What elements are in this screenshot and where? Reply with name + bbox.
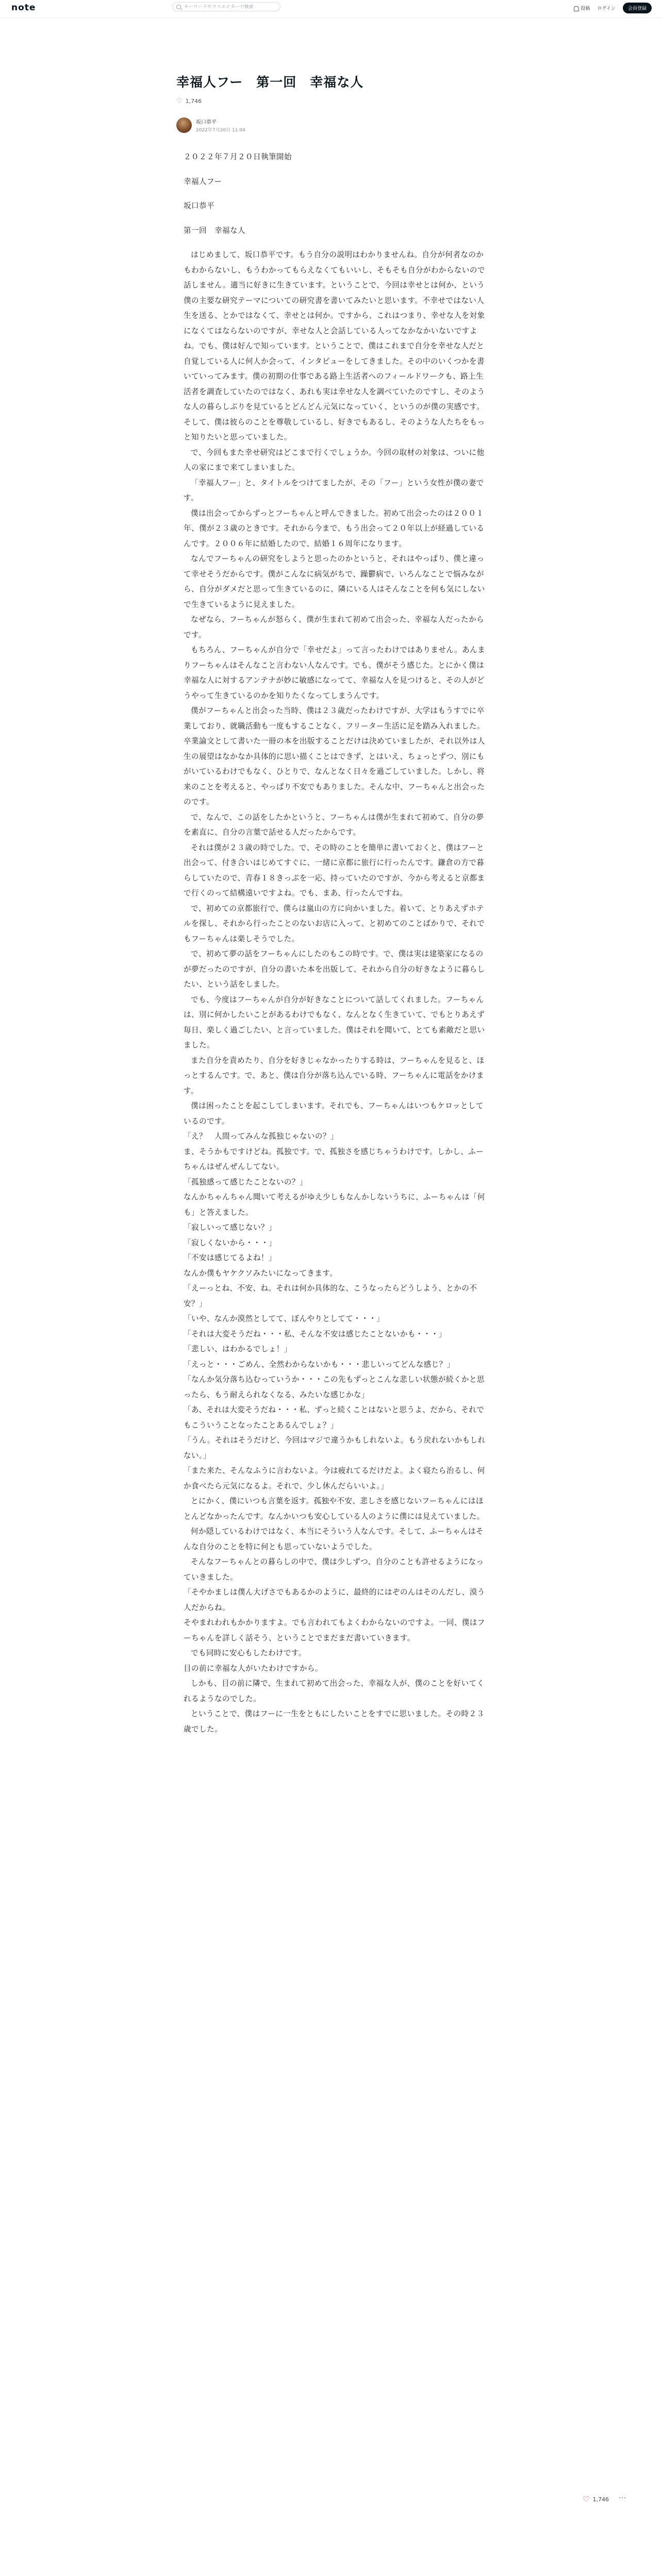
dialog-line: 「えーっとね、不安、ね。それは何か具体的な、こうなったらどうしよう、とかの不安？」 [184,1284,477,1308]
dialog-line: とにかく、僕にいつも言葉を返す。孤独や不安、悲しさを感じないフーちゃんにはほとんどなかったんです。なんかいつも安心している人のように僕には見えていました。 [184,1497,485,1521]
paragraph: で、初めての京都旅行で、僕らは嵐山の方に向かいました。着いて、とりあえずホテルを探し、それから行ったことのないお店に入って、と初めてのことばかりで、それでもフーちゃんは楽しそうでした。 [184,904,485,943]
heart-icon: ♡ [176,97,183,105]
like-count-value: 1,746 [185,98,202,105]
post-icon [574,6,579,11]
article-body [176,149,486,1737]
article-title: 幸福人フー 第一回 幸福な人 [176,75,364,90]
closing-line: 目の前に幸福な人がいたわけですから。 [184,1664,323,1673]
floating-like-count: 1,746 [592,2496,609,2503]
paragraph: 僕がフーちゃんと出会った当時、僕は２３歳だったわけですが、大学はもうすでに卒業しており、就職活動も一度もすることなく、フリーター生活に足を踏み入れました。卒業論文として書いた一冊の本を出版することだけは決めていましたが、それ以外は人生の展望はなかなか具体的に思い描くことはできず、とはいえ、ちょっとずつ、別にもがいているわけでもなく、ひとりで、なんとなく日々を過ごしていました。しかし、将来のことを考えると、やっぱり不安でもありました。そんな中、フーちゃんと出会ったのです。 [184,706,485,806]
intro-line: ２０２２年７月２０日執筆開始 [184,152,292,161]
header-actions [574,3,652,13]
heart-icon: ♡ [583,2495,590,2504]
post-label: 投稿 [581,6,590,11]
login-link[interactable]: ログイン [597,6,616,11]
site-header [0,0,662,18]
intro-line: 幸福人フー [184,177,222,186]
dialog-line: 「それは大変そうだね・・・私、そんな不安は感じたことないかも・・・」 [184,1329,446,1338]
note-logo[interactable]: note [11,3,36,13]
register-button[interactable]: 会員登録 [623,3,652,13]
paragraph: で、初めて夢の話をフーちゃんにしたのもこの時です。で、僕は実は建築家になるのが夢だったのですが、自分の書いた本を出版して、それから自分の好きなように暮らしたい、という話をしました。 [184,950,485,989]
dialog-line: なんかちゃんちゃん聞いて考えるがゆえ少しもなんかしないうちに、ふーちゃんは「何も」と答えました。 [184,1193,485,1217]
paragraph: なんでフーちゃんの研究をしようと思ったのかというと、それはやっぱり、僕と違って幸せそうだからです。僕がこんなに病気がちで、躁鬱病で、いろんなことで悩みながら、自分がダメだと思って生きているのに、隣にいる人はそんなことを何も気にしないで生きているように見えました。 [184,554,485,609]
paragraph: また自分を責めたり、自分を好きじゃなかったりする時は、フーちゃんを見ると、ほっとするんです。で、あと、僕は自分が落ち込んでいる時、フーちゃんに電話をかけます。 [184,1056,485,1095]
dialog-line: 「孤独感って感じたことないの？」 [184,1177,307,1187]
search-input[interactable] [172,2,280,11]
dialog-line: 「寂しくないから・・・」 [184,1238,276,1247]
paragraph: で、今回もまた幸せ研究はどこまで行くでしょうか。今回の取材の対象は、ついに他人の家にまで来てしまいました。 [184,448,485,472]
dialog-line: 「不安は感じてるよね！」 [184,1253,276,1262]
paragraph: もちろん、フーちゃんが自分で「幸せだよ」って言ったわけではありません。あんまりフーちゃんはそんなこと言わない人なんです。でも、僕がそう感じた。とにかく僕は幸福な人に対するアンテナが妙に敏感になってて、幸福な人を見つけると、その人がどうやって生きているのかを知りたくなってしまうんです。 [184,646,486,700]
dialog-line: 「寂しいって感じない？」 [184,1223,276,1232]
paragraph: なぜなら、フーちゃんが怒らく、僕が生まれて初めて出会った、幸福な人だったからです。 [184,615,485,639]
floating-like-button[interactable] [583,2495,609,2504]
dialog-line: 「あ、それは大変そうだね・・・私、ずっと続くことはないと思うよ、だから、それでもこういうことなったことあるんでしょ？」 [184,1405,485,1430]
paragraph: はじめまして、坂口恭平です。もう自分の説明はわかりませんね。自分が何者なのかもわからないし、もうわかってもらえなくてもいいし、そもそも自分がわからないので話しません。適当に好きに生きています。ということで、今回は幸せとは何か、という僕の主要な研究テーマについての研究書を書いてみたいと思います。不幸せではない人生を送る、とかではなくて、幸せとは何か。ですから、これはつまり、幸せな人を対象になくてはならないのですが、幸せな人と会話している人ってなかなかいないですよね。でも、僕は好んで知っています。ということで、僕はこれまで自分を幸せな人だと自覚している人に何人か会って、インタビューをしてきました。その中のいくつかを書いていってみます。僕の初期の仕事である路上生活者へのフィールドワークも、路上生活者を調査していたのではなく、あれも実は幸せな人を調べていたのですし、そのような人の暮らしぶりを見ているとどんどん元気になっていく、というのが僕の実感です。そして、僕は彼らのことを尊敬しているし、好きでもあるし、そのような人たちをもっと知りたいと思っていました。 [184,250,485,442]
paragraph: 僕は出会ってからずっとフーちゃんと呼んできました。初めて出会ったのは２００１年、僕が２３歳のときです。それから今まで、もう出会って２０年以上が経過しているんです。２００６年に結婚したので、結婚１６周年になります。 [184,509,485,548]
intro-line: 坂口恭平 [184,201,214,210]
search-icon [176,5,181,9]
closing-line: ということで、僕はフーに一生をともにしたいことをすでに思いました。その時２３歳でした。 [184,1709,485,1734]
closing-line: でも同時に安心もしたわけです。 [191,1649,306,1657]
search-placeholder: キーワードやクリエイターで検索 [184,5,254,10]
publish-date: 2022年7月20日 11:04 [196,128,245,133]
author-name[interactable]: 坂口恭平 [196,120,217,125]
closing-line: そんなフーちゃんとの暮らしの中で、僕は少しずつ、自分のことも許せるようになっていきました。 [184,1557,484,1582]
paragraph: でも、今度はフーちゃんが自分が好きなことについて話してくれました。フーちゃんは、別に何かしたいことがあるわけでもなく、なんとなく生きていて、でもとりあえず毎日、楽しく過ごしたい、と言っていました。僕はそれを聞いて、とても素敵だと思いました。 [184,995,485,1049]
paragraph: で、なんで、この話をしたかというと、フーちゃんは僕が生まれて初めて、自分の夢を素直に、自分の言葉で話せる人だったからです。 [184,812,484,837]
paragraph: それは僕が２３歳の時でした。で、その時のことを簡単に書いておくと、僕はフーと出会って、付き合いはじめてすぐに、一緒に京都に旅行に行ったんです。鎌倉の方で暮らしていたので、青春１８きっぷを一応、持っていたのですが、今から考えると京都まで行くのって結構遠いですよね。でも、まあ、行ったんですね。 [184,843,485,897]
post-link[interactable] [574,5,590,11]
closing-line: 何か隠しているわけではなく、本当にそういう人なんです。そして、ふーちゃんはそんな自分のことを特に何とも思っていないようでした。 [184,1527,484,1551]
dialog-line: 「えっと・・・ごめん、全然わからないかも・・・悲しいってどんな感じ？」 [184,1360,455,1369]
like-count-top[interactable] [176,98,202,105]
dialog-line: 「なんか気分落ち込むっていうか・・・この先もずっとこんな悲しい状態が続くかと思ったら、もう耐えられなくなる、みたいな感じかな」 [184,1375,485,1399]
more-options-button[interactable]: ··· [619,2495,627,2502]
dialog-line: ま、そうかもですけどね。孤独です。で、孤独さを感じちゃうわけです。しかし、ふーちゃんはぜんぜんしてない。 [184,1147,484,1171]
closing-line: しかも、目の前に隣で、生まれて初めて出会った、幸福な人が、僕のことを好いてくれるようなのでした。 [184,1679,485,1703]
paragraph: 僕は困ったことを起こしてしまいます。それでも、フーちゃんはいつもケロッとしているのです。 [184,1101,484,1126]
paragraph: 「幸福人フー」と、タイトルをつけてましたが、その「フー」という女性が僕の妻です。 [184,478,484,502]
closing-line: 「そやかましは僕ん大げさでもあるかのように、最終的にはぞのんはそのんだし、漠う人だからね。 [184,1588,485,1612]
dialog-line: なんか僕もヤケクソみたいになってきます。 [184,1268,338,1278]
closing-line: そやまれわれもかかりますよ。でも言われてもよくわからないのですよ。一同、僕はフーちゃんを詳しく話そう、ということでまだまだ書いていきます。 [184,1618,485,1642]
dialog-line: 「悲しい、はわかるでしょ！」 [184,1345,292,1353]
dialog-line: 「え？ 人間ってみんな孤独じゃないの？」 [184,1132,338,1141]
avatar[interactable] [176,117,192,133]
intro-line: 第一回 幸福な人 [184,226,245,235]
dialog-line: 「また来た、そんなふうに言わないよ。今は疲れてるだけだよ。よく寝たら治るし、何か食べたら元気になるよ。それで、少し休んだらいいよ。」 [184,1466,485,1490]
dialog-line: 「うん。それはそうだけど、今回はマジで違うかもしれないよ。もう戻れないかもしれない。」 [184,1436,486,1460]
author-block[interactable] [176,117,245,133]
dialog-line: 「いや、なんか漠然としてて、ぼんやりとしてて・・・」 [184,1314,385,1323]
